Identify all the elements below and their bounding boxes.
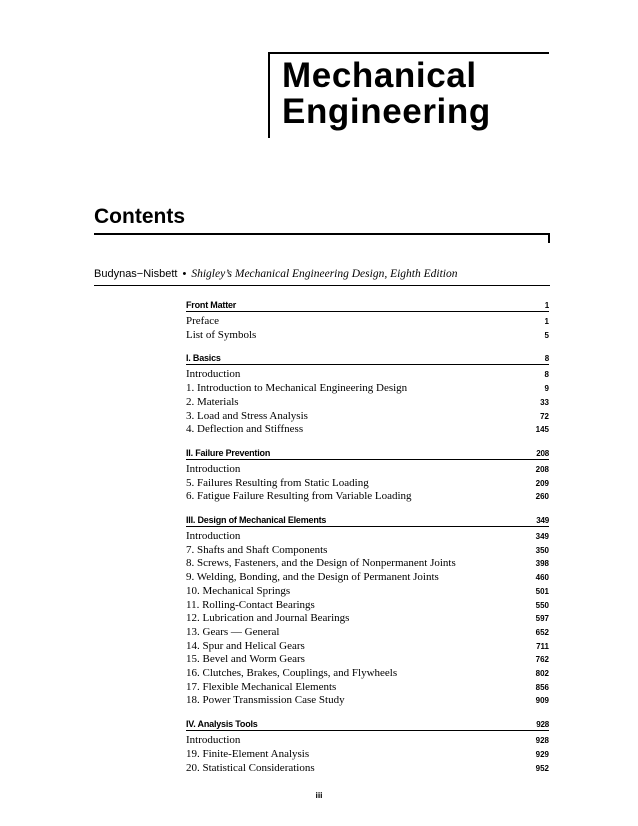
toc-part-heading[interactable] <box>186 515 549 527</box>
toc-part <box>186 300 549 342</box>
toc-entry-page: 72 <box>540 411 549 421</box>
toc-part <box>186 353 549 437</box>
toc-part-title: I. Basics <box>186 353 221 364</box>
toc-part-heading[interactable] <box>186 300 549 312</box>
table-of-contents <box>186 300 549 786</box>
toc-entry-title: 19. Finite-Element Analysis <box>186 747 310 760</box>
toc-entry-title: Introduction <box>186 368 241 381</box>
toc-entry-title: 8. Screws, Fasteners, and the Design of Nonpermanent Joints <box>186 557 456 570</box>
toc-entry-title: 14. Spur and Helical Gears <box>186 639 305 652</box>
toc-entry-title: Introduction <box>186 462 241 475</box>
contents-rule <box>94 233 550 235</box>
toc-entry[interactable] <box>186 557 549 571</box>
toc-entry-page: 501 <box>535 586 549 596</box>
toc-entry-page: 8 <box>544 370 549 380</box>
book-citation <box>94 268 458 280</box>
toc-entry-page: 652 <box>535 627 549 637</box>
toc-entry-title: 10. Mechanical Springs <box>186 584 291 597</box>
toc-entry-title: 11. Rolling-Contact Bearings <box>186 598 315 611</box>
toc-entry[interactable] <box>186 694 549 708</box>
toc-part-title: III. Design of Mechanical Elements <box>186 515 327 526</box>
toc-entry[interactable] <box>186 368 549 382</box>
toc-entry-title: 1. Introduction to Mechanical Engineering Design <box>186 382 408 395</box>
toc-entry-title: 4. Deflection and Stiffness <box>186 423 304 436</box>
toc-entry[interactable] <box>186 477 549 491</box>
toc-entry[interactable] <box>186 571 549 585</box>
toc-entry-title: 17. Flexible Mechanical Elements <box>186 680 337 693</box>
toc-entry-title: 6. Fatigue Failure Resulting from Variable Loading <box>186 490 412 503</box>
toc-part-page: 8 <box>544 354 549 364</box>
toc-part-page: 1 <box>544 301 549 310</box>
title-top-rule <box>268 52 549 54</box>
toc-entry[interactable] <box>186 681 549 695</box>
toc-entry-title: 13. Gears — General <box>186 625 280 638</box>
toc-entry-page: 711 <box>536 641 549 651</box>
toc-part-heading[interactable] <box>186 353 549 365</box>
contents-rule-tick <box>548 233 550 243</box>
toc-entry-page: 260 <box>535 492 549 502</box>
contents-heading: Contents <box>94 205 185 228</box>
toc-entry[interactable] <box>186 585 549 599</box>
toc-part-title: Front Matter <box>186 300 237 310</box>
toc-entry[interactable] <box>186 762 549 776</box>
toc-entry-title: Preface <box>186 315 219 327</box>
toc-entry-title: 5. Failures Resulting from Static Loading <box>186 476 369 489</box>
toc-entry-page: 208 <box>535 464 549 474</box>
toc-part-title: IV. Analysis Tools <box>186 719 258 730</box>
toc-entry[interactable] <box>186 653 549 667</box>
toc-entry[interactable] <box>186 626 549 640</box>
toc-entry[interactable] <box>186 640 549 654</box>
toc-entry[interactable] <box>186 382 549 396</box>
toc-part-page: 928 <box>536 720 549 730</box>
toc-entry-title: 12. Lubrication and Journal Bearings <box>186 612 350 625</box>
page-number: iii <box>315 790 323 800</box>
toc-entry[interactable] <box>186 530 549 544</box>
toc-entry-page: 597 <box>535 614 549 624</box>
toc-part <box>186 719 549 775</box>
book-title: Shigley’s Mechanical Engineering Design, Eighth Edition <box>191 268 458 280</box>
toc-entry-page: 398 <box>535 559 549 569</box>
toc-entry-title: 18. Power Transmission Case Study <box>186 694 345 707</box>
toc-entry-page: 909 <box>535 696 549 706</box>
toc-entry-page: 929 <box>535 749 549 759</box>
toc-part-title: II. Failure Prevention <box>186 447 271 458</box>
toc-entry-page: 762 <box>535 655 549 665</box>
book-rule <box>94 285 550 286</box>
toc-entry[interactable] <box>186 423 549 437</box>
toc-entry-page: 209 <box>535 478 549 488</box>
toc-entry-page: 350 <box>535 545 549 555</box>
toc-part-heading[interactable] <box>186 719 549 731</box>
toc-entry-page: 856 <box>535 682 549 692</box>
toc-entry[interactable] <box>186 544 549 558</box>
title-line-1: Mechanical <box>282 56 477 95</box>
book-authors: Budynas−Nisbett <box>94 268 178 280</box>
title-line-2: Engineering <box>282 92 491 131</box>
toc-entry[interactable] <box>186 667 549 681</box>
toc-entry[interactable] <box>186 463 549 477</box>
toc-entry-page: 1 <box>544 317 549 326</box>
book-title-block <box>282 58 491 130</box>
toc-entry-page: 550 <box>535 600 549 610</box>
toc-entry[interactable] <box>186 315 549 329</box>
toc-entry-title: 15. Bevel and Worm Gears <box>186 653 305 666</box>
toc-entry-page: 460 <box>535 573 549 583</box>
toc-entry-title: 9. Welding, Bonding, and the Design of Permanent Joints <box>186 571 439 584</box>
toc-entry[interactable] <box>186 396 549 410</box>
toc-part-heading[interactable] <box>186 448 549 460</box>
toc-entry-title: Introduction <box>186 734 241 747</box>
toc-part <box>186 448 549 504</box>
toc-entry-page: 349 <box>535 532 549 542</box>
toc-entry-page: 952 <box>535 763 549 773</box>
toc-entry[interactable] <box>186 612 549 626</box>
bullet-separator: • <box>182 268 187 280</box>
toc-entry[interactable] <box>186 748 549 762</box>
toc-entry-page: 9 <box>544 384 549 394</box>
toc-entry-page: 928 <box>535 736 549 746</box>
toc-entry-title: 20. Statistical Considerations <box>186 761 315 774</box>
toc-entry-title: List of Symbols <box>186 328 257 341</box>
toc-entry[interactable] <box>186 490 549 504</box>
toc-entry-page: 802 <box>535 669 549 679</box>
title-side-rule <box>268 52 270 138</box>
toc-entry[interactable] <box>186 599 549 613</box>
toc-entry-title: 7. Shafts and Shaft Components <box>186 543 328 556</box>
toc-part-page: 208 <box>536 448 549 458</box>
toc-entry-page: 33 <box>540 397 549 407</box>
toc-entry-title: Introduction <box>186 530 241 543</box>
toc-entry-page: 5 <box>544 330 549 340</box>
toc-entry-title: 2. Materials <box>186 395 239 408</box>
toc-entry[interactable] <box>186 329 549 343</box>
toc-entry[interactable] <box>186 734 549 748</box>
toc-entry-title: 3. Load and Stress Analysis <box>186 409 308 422</box>
toc-part-page: 349 <box>536 516 549 526</box>
toc-entry[interactable] <box>186 410 549 424</box>
toc-part <box>186 515 549 708</box>
toc-entry-title: 16. Clutches, Brakes, Couplings, and Flywheels <box>186 667 398 680</box>
toc-entry-page: 145 <box>535 425 549 435</box>
